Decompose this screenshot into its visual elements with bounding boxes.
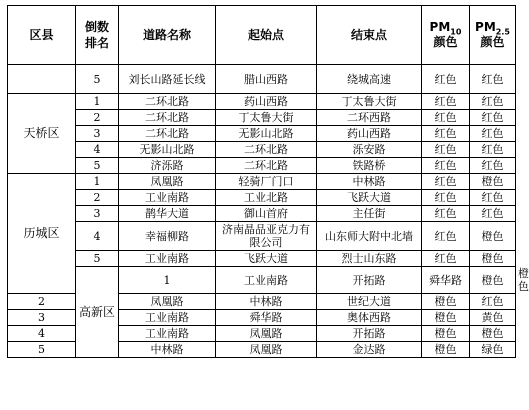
end-cell: 奥体西路 xyxy=(317,310,422,326)
start-cell: 凤凰路 xyxy=(216,342,317,358)
district-cell-empty xyxy=(8,65,76,94)
road-cell: 济泺路 xyxy=(119,158,216,174)
pm10-cell: 红色 xyxy=(422,142,470,158)
header-pm10 xyxy=(422,6,470,65)
district-cell: 天桥区 xyxy=(8,94,76,174)
pm10-cell: 橙色 xyxy=(422,310,470,326)
pm25-cell: 绿色 xyxy=(470,342,516,358)
rank-cell: 3 xyxy=(76,206,119,222)
table-row xyxy=(8,222,516,251)
end-cell: 主任街 xyxy=(317,206,422,222)
table-row: 高新区 1 工业南路 开拓路 舜华路 橙色 橙色 xyxy=(8,267,516,294)
pm25-cell: 橙色 xyxy=(470,222,516,251)
end-cell: 中林路 xyxy=(317,174,422,190)
road-cell: 鹊华大道 xyxy=(119,206,216,222)
rank-cell: 5 xyxy=(76,65,119,94)
table-row xyxy=(8,190,516,206)
table-row xyxy=(8,126,516,142)
end-cell: 舜华路 xyxy=(422,267,470,294)
end-cell: 绕城高速 xyxy=(317,65,422,94)
road-cell: 工业南路 xyxy=(216,267,317,294)
start-cell: 中林路 xyxy=(216,294,317,310)
rank-cell: 4 xyxy=(8,326,76,342)
rank-cell: 5 xyxy=(8,342,76,358)
road-cell: 工业南路 xyxy=(119,326,216,342)
rank-cell: 4 xyxy=(76,142,119,158)
pm25-cell: 黄色 xyxy=(470,310,516,326)
end-cell: 世纪大道 xyxy=(317,294,422,310)
road-cell: 工业南路 xyxy=(119,251,216,267)
rank-cell: 4 xyxy=(76,222,119,251)
pm10-cell: 红色 xyxy=(422,174,470,190)
rank-cell: 1 xyxy=(76,174,119,190)
pm10-cell: 橙色 xyxy=(470,267,516,294)
start-cell: 御山首府 xyxy=(216,206,317,222)
pm25-cell: 红色 xyxy=(470,142,516,158)
rank-cell: 5 xyxy=(76,158,119,174)
table-row xyxy=(8,94,516,110)
pm10-cell: 红色 xyxy=(422,126,470,142)
header-rank-line1: 倒数 xyxy=(84,20,109,34)
pm10-cell: 红色 xyxy=(422,251,470,267)
pm10-cell: 橙色 xyxy=(422,294,470,310)
pm25-cell: 红色 xyxy=(470,294,516,310)
pm10-cell: 橙色 xyxy=(422,326,470,342)
pm25-cell: 红色 xyxy=(470,206,516,222)
road-cell: 二环北路 xyxy=(119,126,216,142)
start-cell: 腊山西路 xyxy=(216,65,317,94)
end-cell: 金达路 xyxy=(317,342,422,358)
end-cell: 丁太鲁大街 xyxy=(317,94,422,110)
road-cell: 无影山北路 xyxy=(119,142,216,158)
header-row xyxy=(8,6,516,65)
start-cell: 工业北路 xyxy=(216,190,317,206)
start-cell: 凤凰路 xyxy=(216,326,317,342)
pm10-cell: 红色 xyxy=(422,110,470,126)
rank-cell: 5 xyxy=(76,251,119,267)
pm25-cell: 橙色 xyxy=(470,326,516,342)
pm10-cell: 红色 xyxy=(422,65,470,94)
road-cell: 工业南路 xyxy=(119,310,216,326)
pm10-cell: 红色 xyxy=(422,206,470,222)
rank-cell: 1 xyxy=(119,267,216,294)
road-cell: 凤凰路 xyxy=(119,174,216,190)
road-pollution-table xyxy=(7,5,529,358)
road-cell: 幸福柳路 xyxy=(119,222,216,251)
pm10-cell: 红色 xyxy=(422,222,470,251)
header-end: 结束点 xyxy=(317,6,422,65)
rank-cell: 2 xyxy=(8,294,76,310)
pm25-cell: 红色 xyxy=(470,65,516,94)
pm10-cell: 橙色 xyxy=(422,342,470,358)
start-cell: 开拓路 xyxy=(317,267,422,294)
district-cell: 高新区 xyxy=(76,267,119,358)
table-row xyxy=(8,65,516,94)
district-cell: 历城区 xyxy=(8,174,76,294)
road-cell: 工业南路 xyxy=(119,190,216,206)
end-cell: 飞跃大道 xyxy=(317,190,422,206)
pm25-cell: 红色 xyxy=(470,190,516,206)
end-cell: 二环西路 xyxy=(317,110,422,126)
header-pm25-label: $PM_{2.5}$ xyxy=(475,20,510,37)
table-row xyxy=(8,142,516,158)
header-pm25-color: 颜色 xyxy=(480,35,505,49)
table-row xyxy=(8,158,516,174)
pm10-cell: 红色 xyxy=(422,158,470,174)
start-cell: 济南晶品亚克力有限公司 xyxy=(216,222,317,251)
rank-cell: 1 xyxy=(76,94,119,110)
table-row xyxy=(8,206,516,222)
header-rank-line2: 排名 xyxy=(84,36,109,50)
road-cell: 刘长山路延长线 xyxy=(119,65,216,94)
end-cell: 泺安路 xyxy=(317,142,422,158)
end-cell: 铁路桥 xyxy=(317,158,422,174)
header-road-name: 道路名称 xyxy=(119,6,216,65)
pm25-cell: 橙色 xyxy=(470,251,516,267)
road-cell: 二环北路 xyxy=(119,94,216,110)
pm25-cell: 红色 xyxy=(470,126,516,142)
header-pm10-color: 颜色 xyxy=(433,35,458,49)
start-cell: 轻骑厂门口 xyxy=(216,174,317,190)
pm25-cell: 红色 xyxy=(470,94,516,110)
end-cell: 药山西路 xyxy=(317,126,422,142)
header-district: 区县 xyxy=(8,6,76,65)
header-pm10-label: $PM_{10}$ xyxy=(429,20,462,37)
pm25-cell: 红色 xyxy=(470,110,516,126)
pm25-cell: 红色 xyxy=(470,158,516,174)
start-cell: 飞跃大道 xyxy=(216,251,317,267)
header-pm25 xyxy=(470,6,516,65)
start-cell: 二环北路 xyxy=(216,142,317,158)
pm25-cell: 橙色 xyxy=(470,174,516,190)
start-cell: 丁太鲁大街 xyxy=(216,110,317,126)
start-cell: 药山西路 xyxy=(216,94,317,110)
start-cell: 无影山北路 xyxy=(216,126,317,142)
table-row xyxy=(8,110,516,126)
end-cell: 开拓路 xyxy=(317,326,422,342)
road-cell: 中林路 xyxy=(119,342,216,358)
rank-cell: 3 xyxy=(76,126,119,142)
road-cell: 凤凰路 xyxy=(119,294,216,310)
pm10-cell: 红色 xyxy=(422,190,470,206)
end-cell: 山东师大附中北墙 xyxy=(317,222,422,251)
header-rank xyxy=(76,6,119,65)
rank-cell: 2 xyxy=(76,110,119,126)
road-cell: 二环北路 xyxy=(119,110,216,126)
pm10-cell: 红色 xyxy=(422,94,470,110)
table-row xyxy=(8,251,516,267)
rank-cell: 2 xyxy=(76,190,119,206)
end-cell: 烈士山东路 xyxy=(317,251,422,267)
rank-cell: 3 xyxy=(8,310,76,326)
start-cell: 二环北路 xyxy=(216,158,317,174)
table-row xyxy=(8,174,516,190)
start-cell: 舜华路 xyxy=(216,310,317,326)
header-start: 起始点 xyxy=(216,6,317,65)
